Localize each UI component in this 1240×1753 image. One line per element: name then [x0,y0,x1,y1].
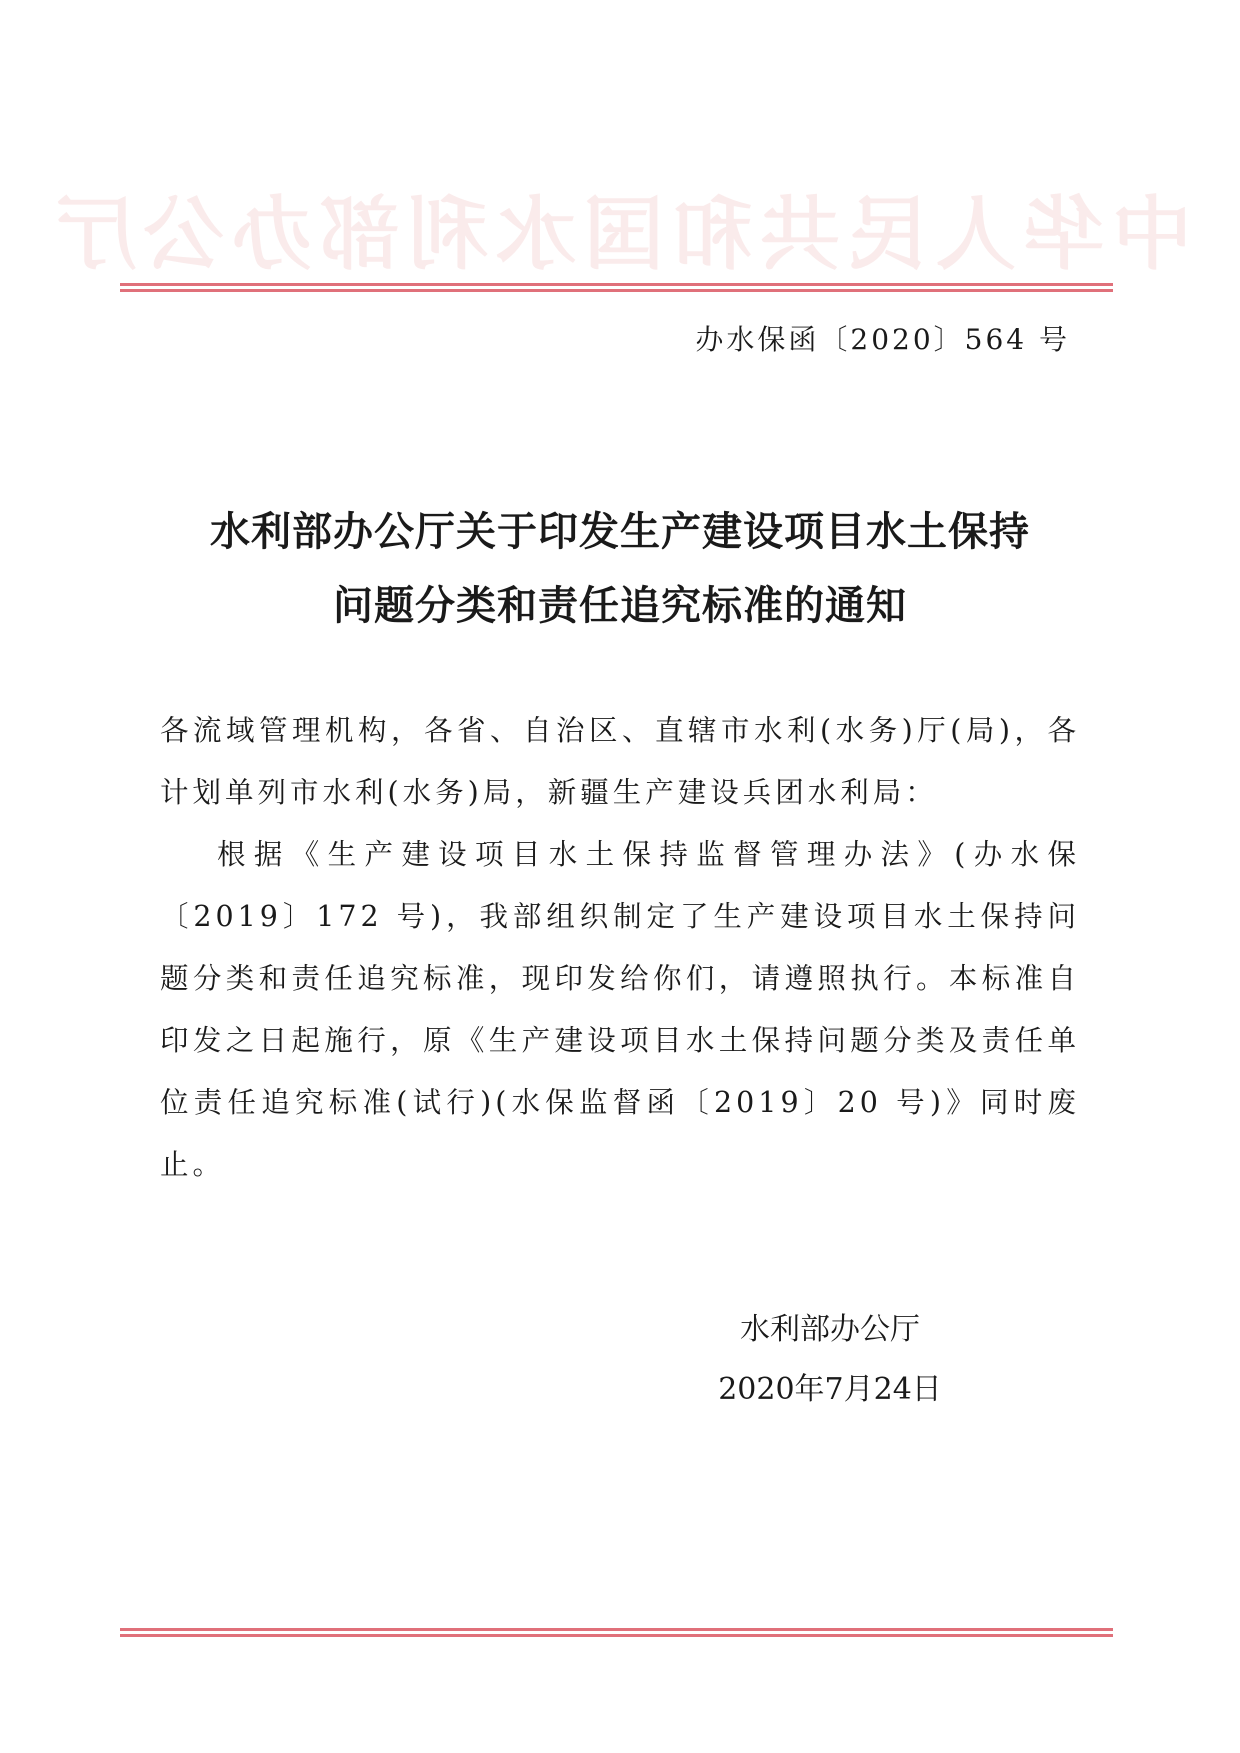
addressee: 各流域管理机构，各省、自治区、直辖市水利(水务)厅(局)，各计划单列市水利(水务)局，新疆生产建设兵团水利局： [160,714,1080,809]
signature-block [710,1300,950,1420]
top-red-rule [120,283,1113,292]
title-line-1: 水利部办公厅关于印发生产建设项目水土保持 [210,509,1030,555]
body-paragraph: 根据《生产建设项目水土保持监督管理办法》(办水保〔2019〕172 号)，我部组织制定了生产建设项目水土保持问题分类和责任追究标准，现印发给你们，请遵照执行。本标准自印发之日起施行，原《生产建设项目水土保持问题分类及责任单位责任追究标准(试行)(水保监督函〔2019〕20 号)》同时废止。 [160,838,1080,1181]
bottom-red-rule [120,1628,1113,1637]
document-body [160,700,1080,1196]
issue-date: 2020年7月24日 [718,1372,942,1407]
document-number: 办水保函〔2020〕564 号 [695,323,1070,356]
issuer-name: 水利部办公厅 [740,1312,920,1347]
masthead-bleed-through: 中华人民共和国水利部办公厅 [48,188,1192,281]
document-title [150,495,1090,643]
title-line-2: 问题分类和责任追究标准的通知 [333,583,907,629]
